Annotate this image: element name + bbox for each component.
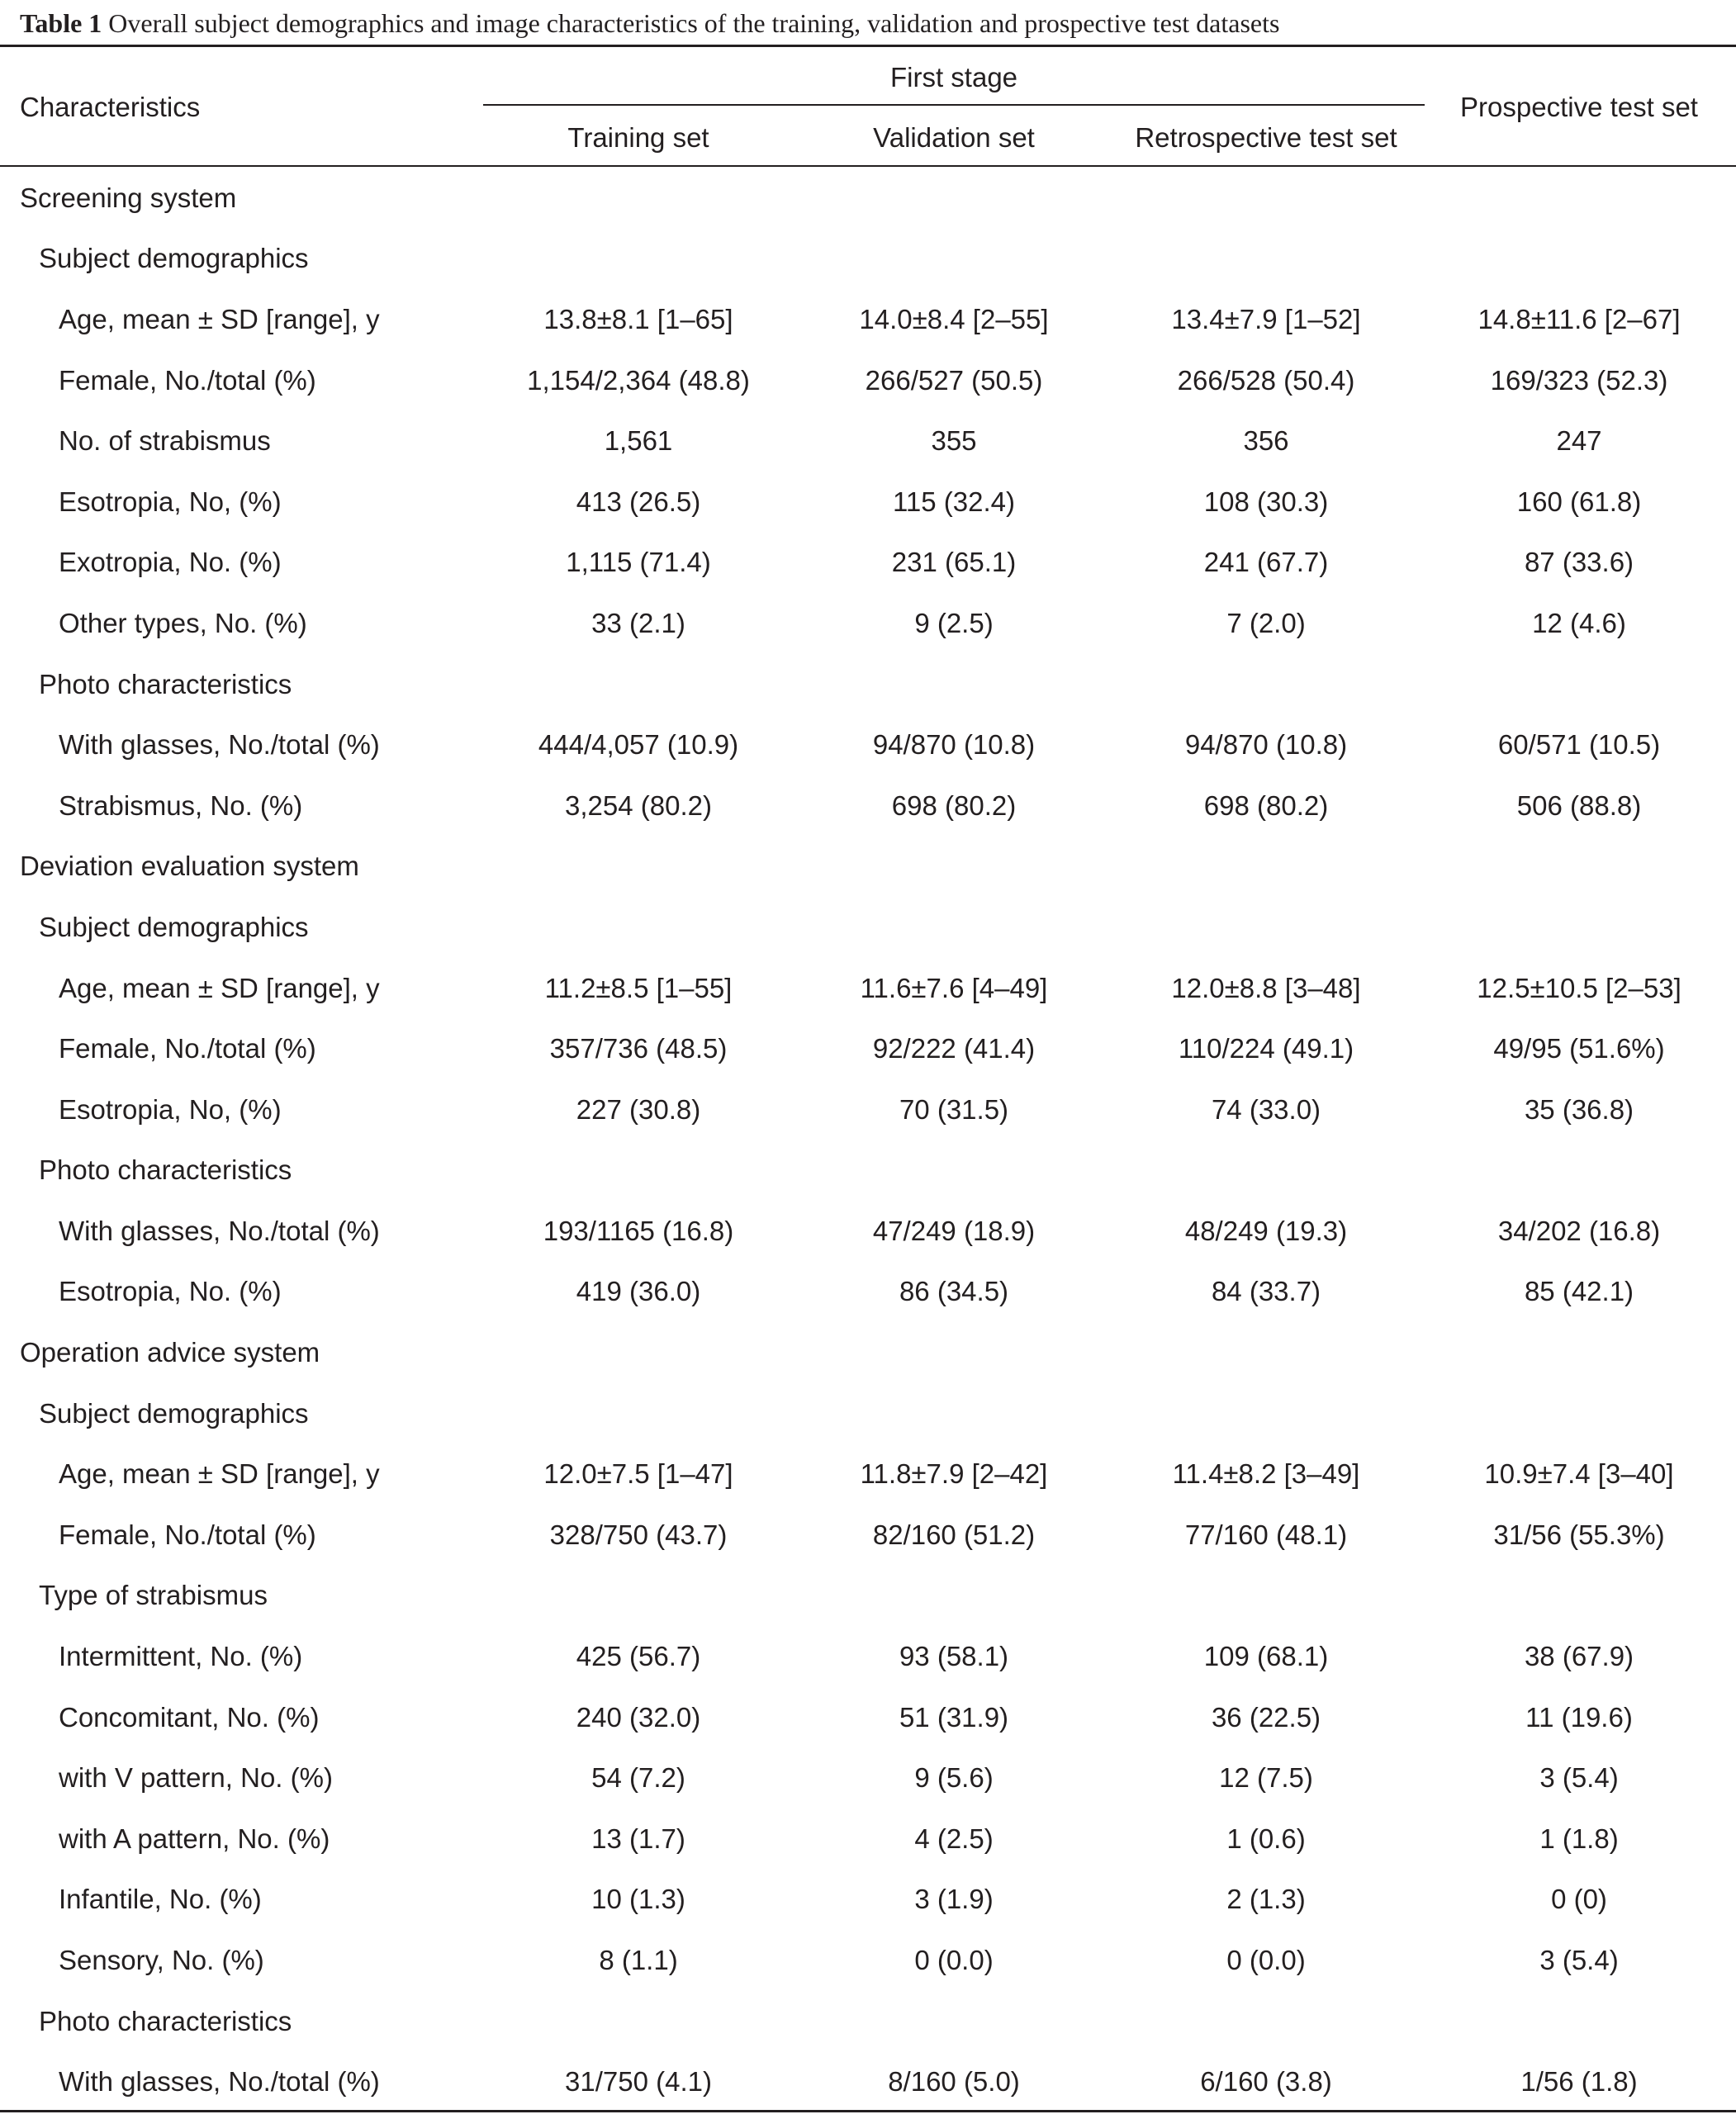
table-cell: 11.2±8.5 [1–55] [544, 972, 733, 1003]
table-row [0, 1626, 1736, 1687]
row-label: Sensory, No. (%) [59, 1945, 264, 1976]
header-training-set: Training set [567, 122, 709, 153]
table-cell: 698 (80.2) [1203, 789, 1329, 821]
table-cell: 193/1165 (16.8) [543, 1215, 734, 1246]
table-cell: 11.6±7.6 [4–49] [860, 972, 1048, 1003]
table-row [0, 472, 1736, 533]
table-cell: 0 (0.0) [914, 1945, 994, 1976]
table-cell: 9 (2.5) [914, 607, 994, 638]
table-cell: 247 [1556, 425, 1602, 457]
table-cell: 54 (7.2) [591, 1762, 685, 1794]
table-row [0, 2051, 1736, 2112]
row-label: No. of strabismus [59, 425, 271, 457]
table-caption-text: Overall subject demographics and image characteristics of the training, validation and prospective test datasets [108, 8, 1280, 38]
row-label: Female, No./total (%) [59, 364, 316, 396]
table-cell: 77/160 (48.1) [1184, 1519, 1348, 1550]
table-cell: 94/870 (10.8) [872, 729, 1036, 761]
row-label: With glasses, No./total (%) [59, 729, 380, 761]
table-row [0, 533, 1736, 594]
row-label: Photo characteristics [39, 1154, 292, 1186]
table-cell: 425 (56.7) [576, 1641, 701, 1672]
table-cell: 0 (0.0) [1226, 1945, 1306, 1976]
table-row [0, 1991, 1736, 2052]
table-cell: 3 (5.4) [1539, 1762, 1619, 1794]
row-label: Age, mean ± SD [range], y [59, 303, 380, 334]
table-cell: 13.8±8.1 [1–65] [543, 303, 733, 334]
table-cell: 11.4±8.2 [3–49] [1172, 1458, 1360, 1490]
table-cell: 1/56 (1.8) [1520, 2066, 1638, 2098]
table-cell: 1 (1.8) [1539, 1823, 1619, 1854]
table-cell: 115 (32.4) [893, 486, 1015, 517]
table-cell: 11.8±7.9 [2–42] [860, 1458, 1048, 1490]
table-caption [20, 7, 1279, 40]
table-row [0, 1018, 1736, 1079]
row-label: With glasses, No./total (%) [59, 1215, 380, 1246]
row-label: with V pattern, No. (%) [59, 1762, 333, 1794]
table-row [0, 593, 1736, 654]
header-first-stage: First stage [889, 62, 1018, 92]
table-cell: 12 (4.6) [1532, 607, 1626, 638]
table-caption-label: Table 1 [20, 8, 102, 38]
table-row [0, 1322, 1736, 1383]
table-row [0, 837, 1736, 898]
table-row [0, 1505, 1736, 1566]
table-row [0, 775, 1736, 837]
table-cell: 0 (0) [1551, 1884, 1607, 1915]
header-prospective-test-set: Prospective test set [1460, 92, 1698, 122]
table-cell: 12 (7.5) [1219, 1762, 1313, 1794]
table-cell: 1 (0.6) [1226, 1823, 1306, 1854]
table-row [0, 1747, 1736, 1808]
table-row [0, 1870, 1736, 1931]
row-label: Female, No./total (%) [59, 1519, 316, 1550]
row-label: with A pattern, No. (%) [59, 1823, 330, 1854]
row-label: Strabismus, No. (%) [59, 789, 303, 821]
table-cell: 38 (67.9) [1524, 1641, 1634, 1672]
table-cell: 60/571 (10.5) [1497, 729, 1661, 761]
row-label: Deviation evaluation system [20, 851, 359, 882]
table-cell: 8/160 (5.0) [888, 2066, 1020, 2098]
row-label: Photo characteristics [39, 668, 292, 699]
table-cell: 14.0±8.4 [2–55] [859, 303, 1049, 334]
row-label: Esotropia, No, (%) [59, 486, 282, 517]
table-cell: 12.5±10.5 [2–53] [1477, 972, 1681, 1003]
header-rule [0, 165, 1736, 167]
row-label: Female, No./total (%) [59, 1033, 316, 1064]
table-cell: 7 (2.0) [1226, 607, 1306, 638]
row-label: Age, mean ± SD [range], y [59, 1458, 380, 1490]
table-cell: 94/870 (10.8) [1184, 729, 1348, 761]
table-cell: 110/224 (49.1) [1178, 1033, 1354, 1064]
table-cell: 49/95 (51.6%) [1493, 1033, 1665, 1064]
row-label: Esotropia, No, (%) [59, 1093, 282, 1125]
table-row [0, 1930, 1736, 1991]
top-rule [0, 45, 1736, 47]
table-cell: 11 (19.6) [1525, 1701, 1633, 1733]
table-cell: 31/750 (4.1) [565, 2066, 712, 2098]
table-cell: 413 (26.5) [576, 486, 701, 517]
table-row [0, 714, 1736, 775]
row-label: Screening system [20, 182, 237, 213]
row-label: Type of strabismus [39, 1580, 268, 1611]
table-cell: 240 (32.0) [576, 1701, 701, 1733]
table-cell: 14.8±11.6 [2–67] [1477, 303, 1681, 334]
row-label: Exotropia, No. (%) [59, 547, 282, 578]
table-row [0, 1079, 1736, 1140]
table-cell: 1,115 (71.4) [566, 547, 711, 578]
table-row [0, 1201, 1736, 1262]
table-row [0, 654, 1736, 715]
table-cell: 48/249 (19.3) [1184, 1215, 1348, 1246]
table-cell: 6/160 (3.8) [1200, 2066, 1332, 2098]
row-label: Subject demographics [39, 243, 309, 274]
table-cell: 84 (33.7) [1211, 1276, 1321, 1307]
table-cell: 85 (42.1) [1524, 1276, 1634, 1307]
row-label: Intermittent, No. (%) [59, 1641, 303, 1672]
table-cell: 328/750 (43.7) [549, 1519, 728, 1550]
table-cell: 3 (5.4) [1539, 1945, 1619, 1976]
table-row [0, 168, 1736, 229]
table-cell: 357/736 (48.5) [549, 1033, 728, 1064]
table-cell: 8 (1.1) [599, 1945, 678, 1976]
table-cell: 4 (2.5) [914, 1823, 994, 1854]
table-row [0, 1566, 1736, 1627]
table-cell: 356 [1243, 425, 1289, 457]
row-label: Photo characteristics [39, 2005, 292, 2036]
table-cell: 698 (80.2) [891, 789, 1017, 821]
table-cell: 86 (34.5) [899, 1276, 1009, 1307]
row-label: Age, mean ± SD [range], y [59, 972, 380, 1003]
table-cell: 87 (33.6) [1524, 547, 1634, 578]
row-label: Concomitant, No. (%) [59, 1701, 320, 1733]
row-label: Esotropia, No. (%) [59, 1276, 282, 1307]
table-cell: 160 (61.8) [1516, 486, 1642, 517]
table-cell: 419 (36.0) [576, 1276, 701, 1307]
row-label: Subject demographics [39, 911, 309, 942]
table-cell: 35 (36.8) [1524, 1093, 1634, 1125]
bottom-rule [0, 2110, 1736, 2112]
table-cell: 93 (58.1) [899, 1641, 1009, 1672]
table-cell: 108 (30.3) [1203, 486, 1329, 517]
header-characteristics: Characteristics [20, 92, 201, 122]
table-cell: 227 (30.8) [576, 1093, 701, 1125]
table-row [0, 1687, 1736, 1748]
table-cell: 10.9±7.4 [3–40] [1484, 1458, 1674, 1490]
table-cell: 74 (33.0) [1211, 1093, 1321, 1125]
table-cell: 444/4,057 (10.9) [538, 729, 739, 761]
table-cell: 266/527 (50.5) [865, 364, 1043, 396]
table-cell: 70 (31.5) [899, 1093, 1009, 1125]
table-cell: 169/323 (52.3) [1490, 364, 1668, 396]
header-retrospective-test-set: Retrospective test set [1135, 122, 1397, 153]
table-cell: 2 (1.3) [1226, 1884, 1306, 1915]
table-cell: 13.4±7.9 [1–52] [1171, 303, 1361, 334]
table-row [0, 1443, 1736, 1505]
table-row [0, 1808, 1736, 1870]
table-cell: 51 (31.9) [899, 1701, 1009, 1733]
table-cell: 12.0±7.5 [1–47] [543, 1458, 733, 1490]
table-row [0, 1262, 1736, 1323]
table-row [0, 350, 1736, 411]
table-row [0, 1140, 1736, 1202]
table-row [0, 1383, 1736, 1444]
row-label: Subject demographics [39, 1397, 309, 1429]
table-cell: 355 [931, 425, 977, 457]
table-cell: 34/202 (16.8) [1497, 1215, 1661, 1246]
table-row [0, 410, 1736, 472]
table-cell: 1,154/2,364 (48.8) [527, 364, 750, 396]
table-cell: 36 (22.5) [1211, 1701, 1321, 1733]
table-cell: 109 (68.1) [1203, 1641, 1329, 1672]
table-cell: 266/528 (50.4) [1177, 364, 1355, 396]
table-cell: 3 (1.9) [914, 1884, 994, 1915]
table-cell: 92/222 (41.4) [872, 1033, 1036, 1064]
table-cell: 1,561 [604, 425, 673, 457]
table-cell: 231 (65.1) [891, 547, 1017, 578]
table-cell: 12.0±8.8 [3–48] [1171, 972, 1361, 1003]
table-cell: 33 (2.1) [591, 607, 685, 638]
table-cell: 82/160 (51.2) [872, 1519, 1036, 1550]
first-stage-rule [483, 104, 1425, 106]
table-row [0, 958, 1736, 1019]
table-cell: 10 (1.3) [591, 1884, 685, 1915]
row-label: Infantile, No. (%) [59, 1884, 262, 1915]
table-cell: 47/249 (18.9) [872, 1215, 1036, 1246]
header-validation-set: Validation set [873, 122, 1035, 153]
row-label: With glasses, No./total (%) [59, 2066, 380, 2098]
table-row [0, 229, 1736, 290]
table-cell: 9 (5.6) [914, 1762, 994, 1794]
table-cell: 506 (88.8) [1516, 789, 1642, 821]
row-label: Operation advice system [20, 1337, 320, 1368]
table-cell: 13 (1.7) [591, 1823, 685, 1854]
table-body [0, 168, 1736, 2112]
table-row [0, 289, 1736, 350]
table-row [0, 897, 1736, 958]
row-label: Other types, No. (%) [59, 607, 307, 638]
table-cell: 3,254 (80.2) [565, 789, 712, 821]
table-cell: 241 (67.7) [1203, 547, 1329, 578]
table-cell: 31/56 (55.3%) [1493, 1519, 1665, 1550]
